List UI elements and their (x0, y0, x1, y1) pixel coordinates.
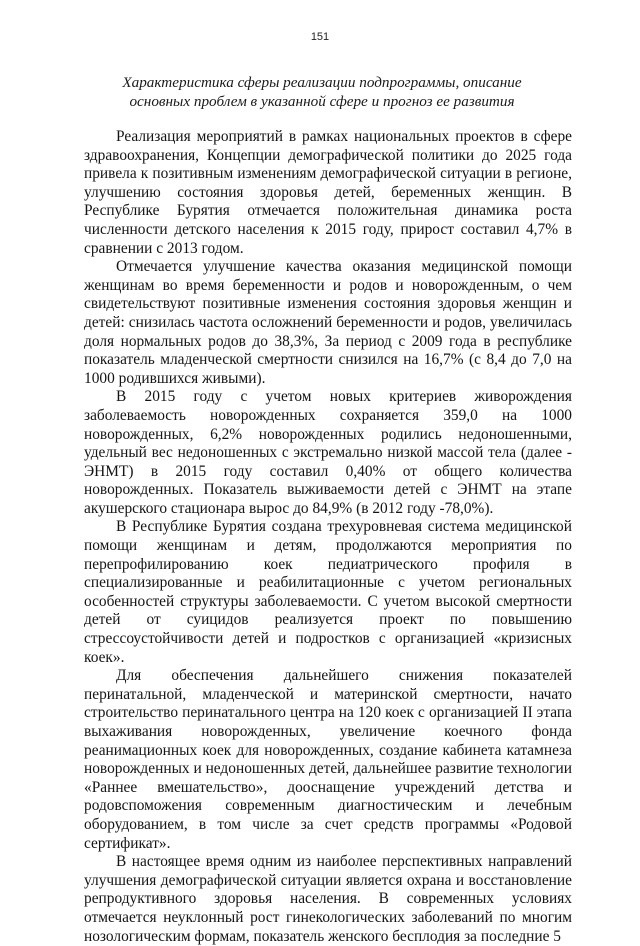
paragraph-3: В 2015 году с учетом новых критериев живорождения заболеваемость новорожденных сохраняется 359,0 на 1000 новорожденных, 6,2% новорожденных родились недоношенными, удельный вес недоношенных с экстремально низкой массой тела (далее - ЭНМТ) в 2015 году составил 0,40% от общего количества новорожденных. Показатель выживаемости детей с ЭНМТ на этапе акушерского стационара вырос до 84,9% (в 2012 году -78,0%). (84, 388, 572, 517)
paragraph-4: В Республике Бурятия создана трехуровневая система медицинской помощи женщинам и детям, продолжаются мероприятия по перепрофилированию коек педиатрического профиля в специализированные и реабилитационные с учетом региональных особенностей структуры заболеваемости. С учетом высокой смертности детей от суицидов реализуется проект по повышению стрессоустойчивости детей и подростков с организацией «кризисных коек». (84, 518, 572, 666)
body-text (84, 128, 572, 946)
paragraph-2: Отмечается улучшение качества оказания медицинской помощи женщинам во время беременности и родов и новорожденным, о чем свидетельствуют позитивные изменения состояния здоровья женщин и детей: снизилась частота осложнений беременности и родов, увеличилась доля нормальных родов до 38,3%, За период с 2009 года в республике показатель младенческой смертности снизился на 16,7% (с 8,4 до 7,0 на 1000 родившихся живыми). (84, 258, 572, 387)
paragraph-1: Реализация мероприятий в рамках национальных проектов в сфере здравоохранения, Концепции демографической политики до 2025 года привела к позитивным изменениям демографической ситуации в регионе, улучшению состояния здоровья детей, беременных женщин. В Республике Бурятия отмечается положительная динамика роста численности детского населения к 2015 году, прирост составил 4,7% в сравнении с 2013 годом. (84, 128, 572, 257)
paragraph-5: Для обеспечения дальнейшего снижения показателей перинатальной, младенческой и материнской смертности, начато строительство перинатального центра на 120 коек с организацией II этапа выхаживания новорожденных, увеличение коечного фонда реанимационных коек для новорожденных, создание кабинета катамнеза новорожденных и недоношенных детей, дальнейшее развитие технологии «Раннее вмешательство», дооснащение учреждений детства и родовспоможения современным диагностическим и лечебным оборудованием, в том числе за счет средств программы «Родовой сертификат». (84, 667, 572, 852)
section-heading-line: Характеристика сферы реализации подпрограммы, описание (122, 74, 522, 91)
page-number: 151 (310, 31, 330, 43)
section-heading-line: основных проблем в указанной сфере и прогноз ее развития (129, 93, 515, 110)
section-heading (112, 73, 532, 111)
paragraph-6: В настоящее время одним из наиболее перспективных направлений улучшения демографической ситуации является охрана и восстановление репродуктивного здоровья населения. В современных условиях отмечается неуклонный рост гинекологических заболеваний по многим нозологическим формам, показатель женского бесплодия за последние 5 (84, 853, 572, 945)
